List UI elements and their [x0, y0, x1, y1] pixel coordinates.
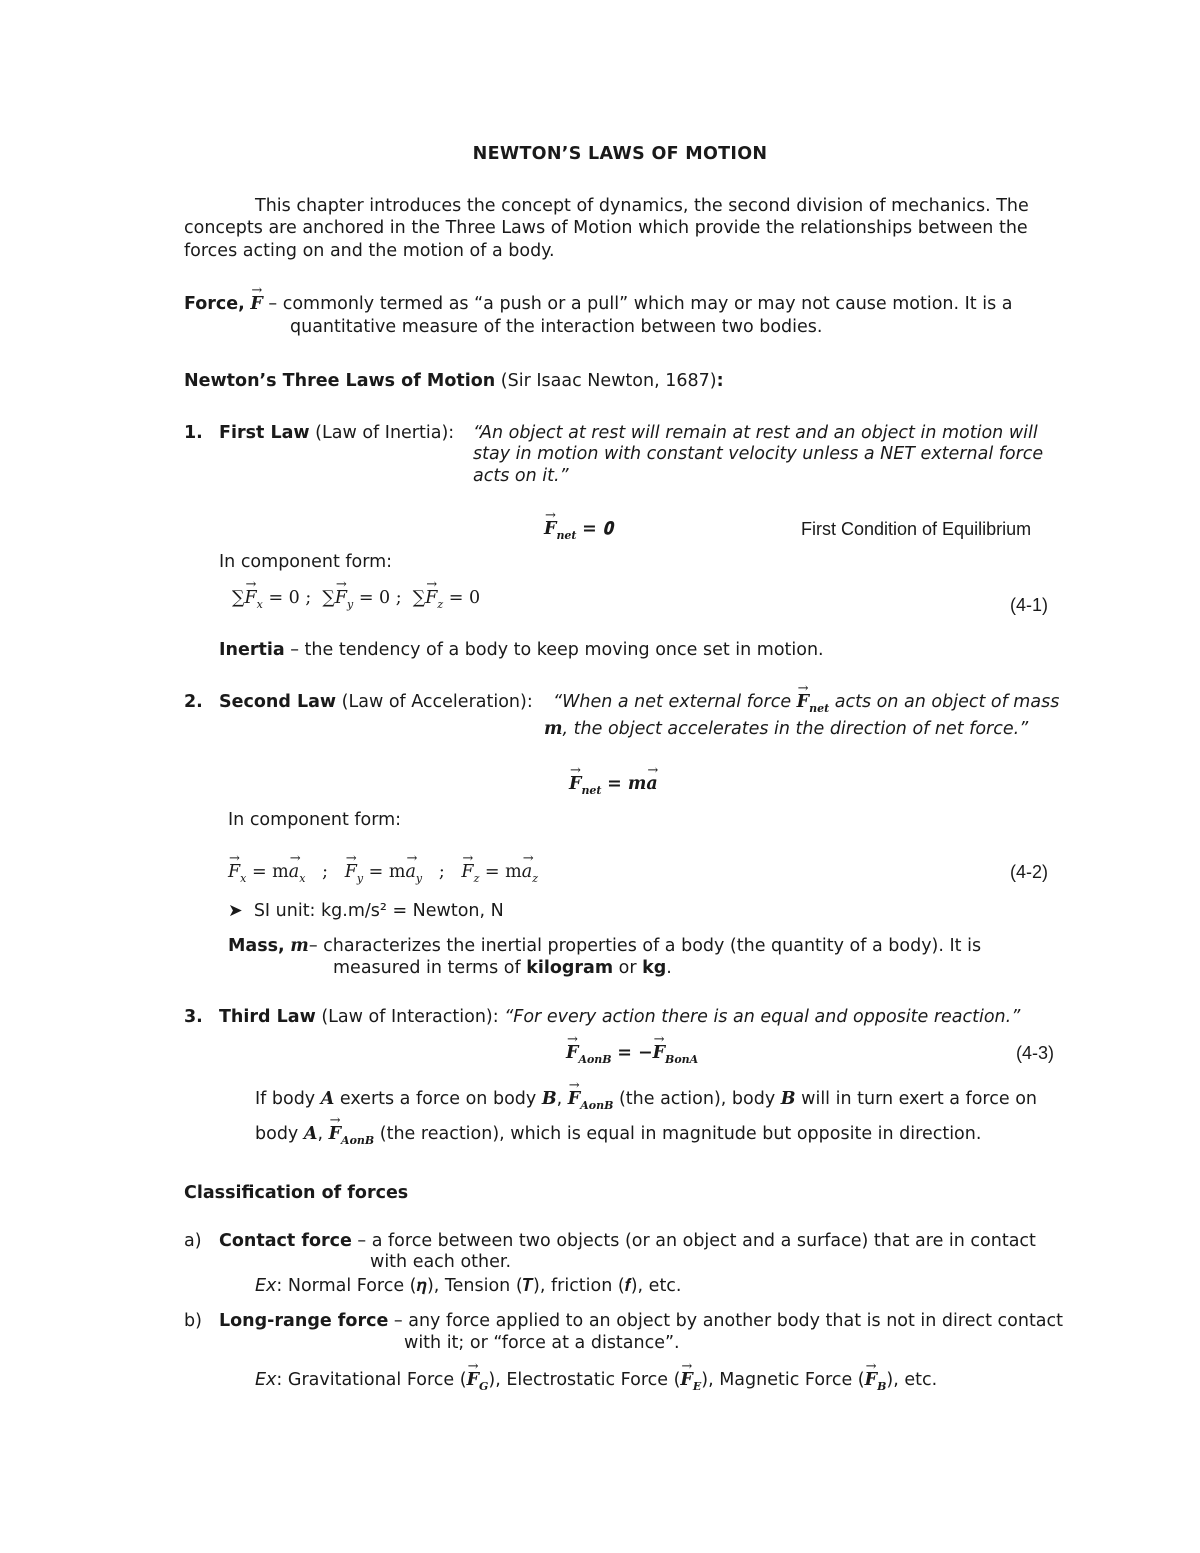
law2-number: 2. [184, 692, 203, 712]
classification-heading: Classification of forces [184, 1183, 409, 1203]
eq-number-4-3: (4-3) [1016, 1043, 1055, 1063]
force-def-line2: quantitative measure of the interaction between two bodies. [290, 317, 823, 337]
law3-explanation-1: If body A exerts a force on body B, → $F_{AonB}$ (the action), body B will in turn exert a force on [255, 1078, 1037, 1112]
laws-heading: Newton’s Three Laws of Motion (Sir Isaac Newton, 1687): [184, 371, 724, 391]
law2-equation: → $F_{net} = m$ → a [569, 763, 659, 797]
intro-line-3: forces acting on and the motion of a body. [184, 241, 555, 261]
class-a-definition-2: with each other. [370, 1252, 512, 1272]
force-definition [184, 283, 1013, 315]
law1-component-equation: ∑ → $F_x = 0$ ; ∑ → $F_y = 0$ ; ∑ → $F_z = 0$ [232, 577, 481, 611]
law1-number: 1. [184, 423, 203, 443]
class-a-label: a) [184, 1231, 202, 1251]
si-unit-line: ➤ SI unit: kg.m/s² = Newton, N [228, 901, 504, 921]
law2-quote-2: m, the object accelerates in the direction of net force.” [544, 719, 1029, 739]
mass-definition-2: measured in terms of kilogram or kg. [333, 958, 672, 978]
mass-definition-1: Mass, m– characterizes the inertial properties of a body (the quantity of a body). It is [228, 936, 982, 956]
law3-equation: → $F_{AonB}$ = − → $F_{BonA}$ [566, 1032, 699, 1066]
inertia-definition: Inertia – the tendency of a body to keep moving once set in motion. [219, 640, 824, 660]
law1-quote-2: stay in motion with constant velocity unless a NET external force [473, 444, 1044, 464]
law1-quote-1: “An object at rest will remain at rest and an object in motion will [473, 423, 1038, 443]
law1-quote-3: acts on it.” [473, 466, 569, 486]
eq-number-4-2: (4-2) [1010, 862, 1049, 882]
law2-component-label: In component form: [228, 810, 402, 830]
law1-equilibrium-label: First Condition of Equilibrium [801, 519, 1032, 539]
law2-heading: Second Law (Law of Acceleration): [219, 692, 533, 712]
law3-heading: Third Law (Law of Interaction): “For every action there is an equal and opposite reaction.” [219, 1007, 1021, 1027]
class-b-label: b) [184, 1311, 202, 1331]
force-term: Force, [184, 294, 245, 314]
law3-explanation-2: body A, → $F_{AonB}$ (the reaction), which is equal in magnitude but opposite in direction. [255, 1113, 982, 1147]
page-title: NEWTON’S LAWS OF MOTION [472, 144, 768, 164]
law2-component-equation: → $F_x = m$ → $a_x$ ; → $F_y = m$ → $a_y$ ; → $F_z = m$ → $a_z$ [228, 851, 538, 885]
law1-component-label: In component form: [219, 552, 393, 572]
law2-quote-1: “When a net external force → $F_{net}$ acts on an object of mass [553, 681, 1060, 715]
intro-line-2: concepts are anchored in the Three Laws of Motion which provide the relationships between the [184, 218, 1028, 238]
class-a-definition-1: Contact force – a force between two objects (or an object and a surface) that are in contact [219, 1231, 1036, 1251]
intro-line-1: This chapter introduces the concept of dynamics, the second division of mechanics. The [255, 196, 1029, 216]
arrow-bullet-icon: ➤ [228, 901, 243, 921]
force-def-line1: – commonly termed as “a push or a pull” which may or may not cause motion. It is a [268, 294, 1013, 314]
class-b-definition-1: Long-range force – any force applied to an object by another body that is not in direct contact [219, 1311, 1064, 1331]
class-a-example: Ex: Normal Force (𝜼), Tension (𝑻), friction (𝒇), etc. [255, 1276, 682, 1296]
law1-heading: First Law (Law of Inertia): [219, 423, 455, 443]
law3-number: 3. [184, 1007, 203, 1027]
eq-number-4-1: (4-1) [1010, 595, 1049, 615]
law1-equation: → $F_{net}$ = 𝟎 [544, 508, 613, 542]
class-b-example: Ex: Gravitational Force ( → $F_G$), Electrostatic Force ( → $F_E$), Magnetic Force ( → $F_B$), etc. [255, 1359, 938, 1393]
class-b-definition-2: with it; or “force at a distance”. [404, 1333, 680, 1353]
force-symbol: → F [250, 283, 263, 314]
